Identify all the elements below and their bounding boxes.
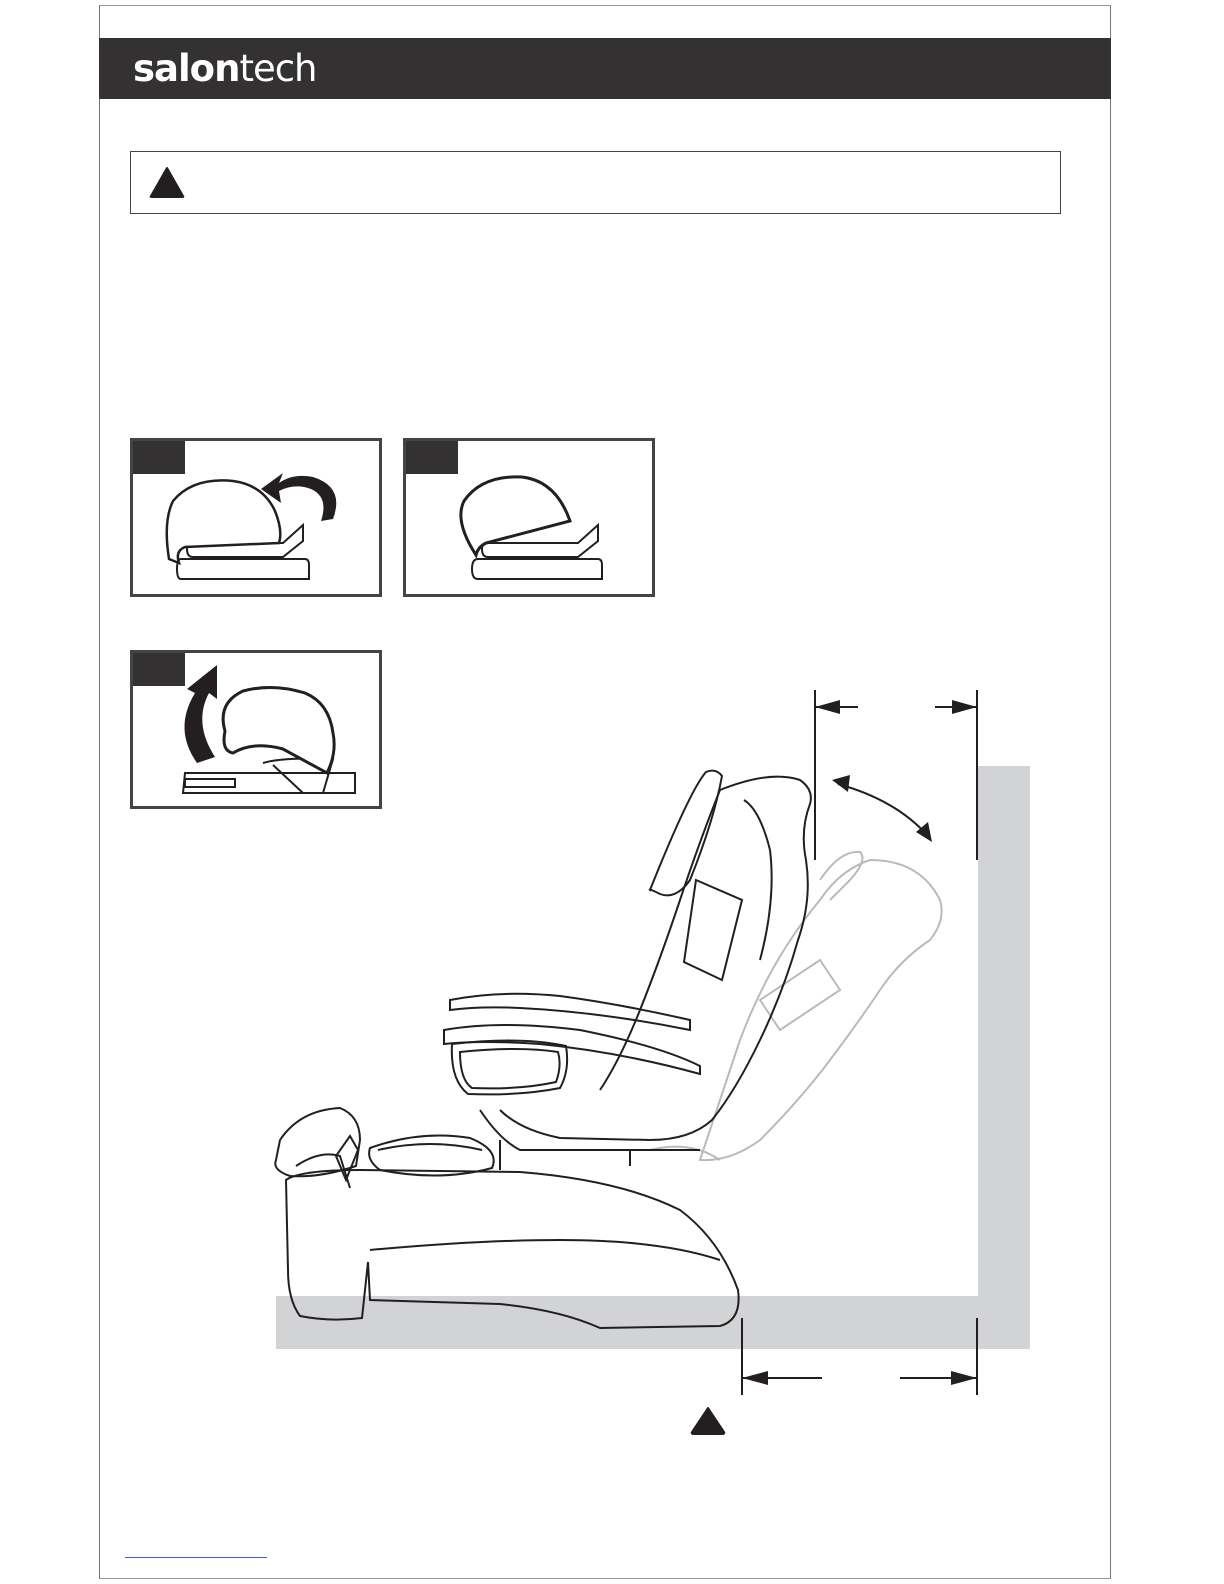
figure-headrest-seated (403, 438, 655, 597)
warning-box (130, 151, 1061, 214)
footer-link-underline[interactable] (125, 1557, 267, 1558)
warning-triangle-icon (149, 166, 185, 198)
brand-logo (133, 46, 317, 92)
brand-logo-bold: salon (133, 47, 240, 90)
brand-logo-light: tech (239, 47, 317, 90)
headrest-flip-arrow-icon (133, 441, 379, 594)
headrest-lift-arrow-icon (133, 653, 379, 806)
figure-headrest-lift (130, 650, 382, 809)
headrest-seated-icon (406, 441, 652, 594)
figure-headrest-flip (130, 438, 382, 597)
